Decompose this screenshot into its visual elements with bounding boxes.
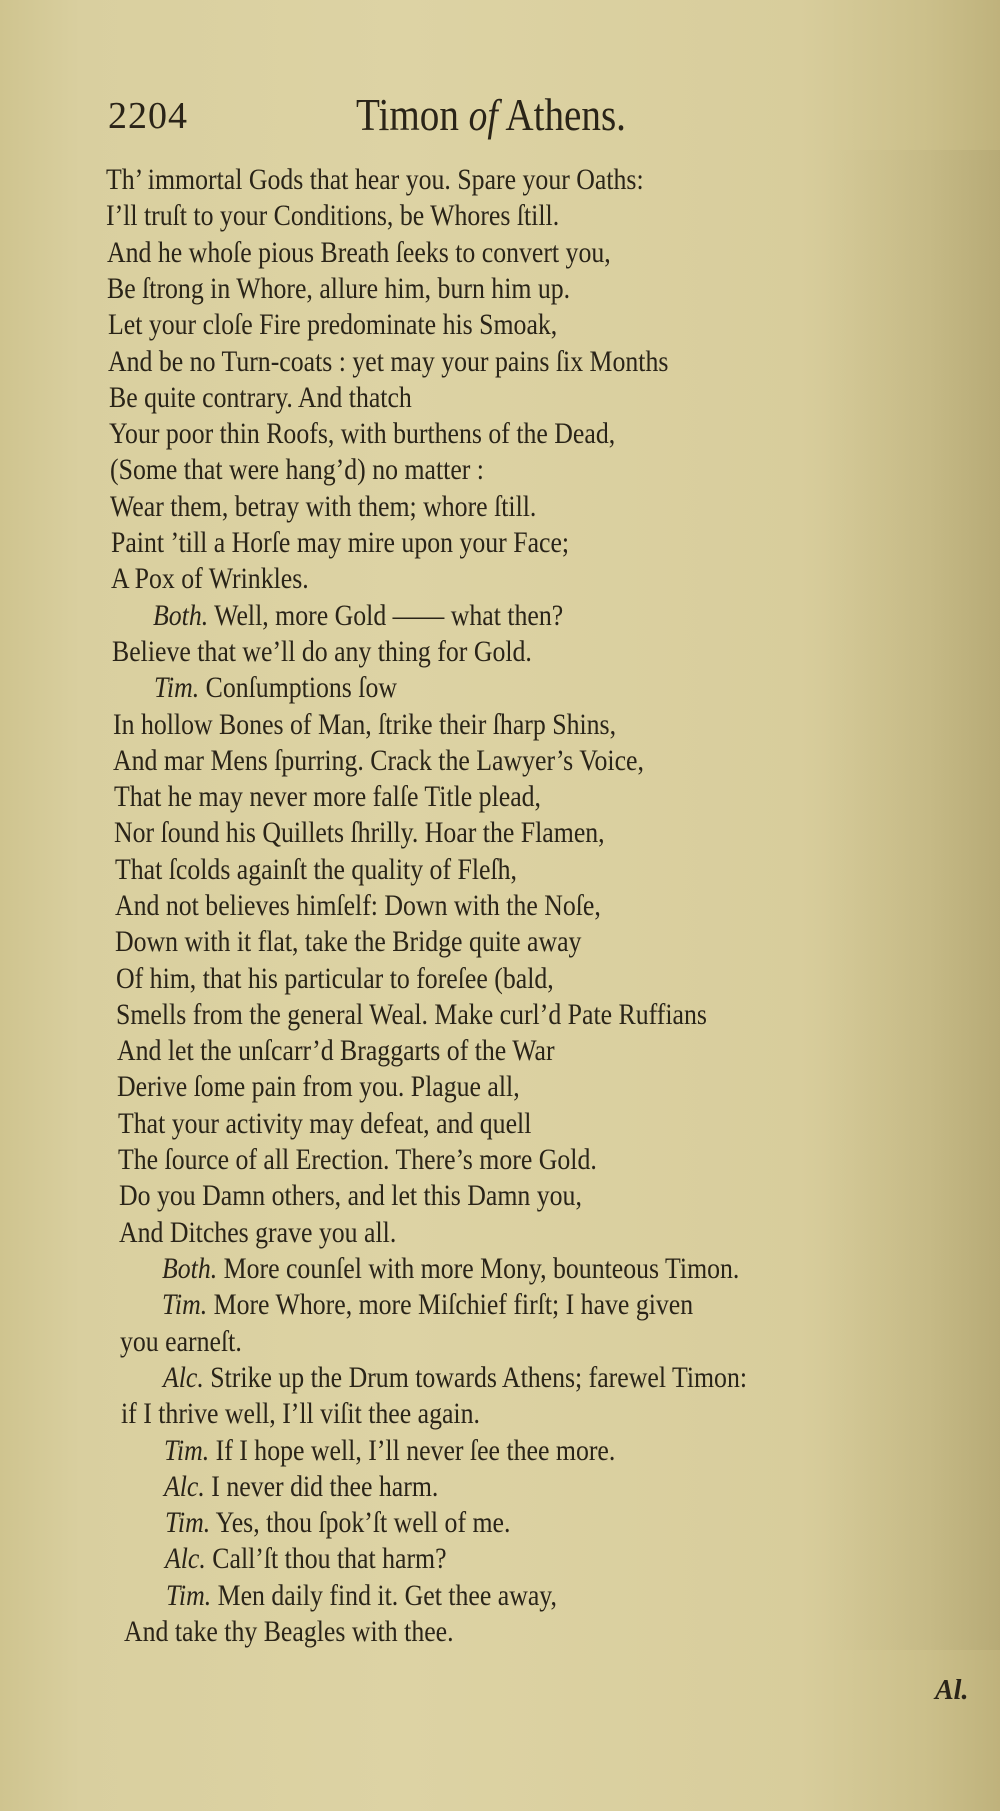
line-text: Call’ſt thou that harm? <box>212 1542 447 1575</box>
verse-line <box>115 888 601 924</box>
page-number: 2204 <box>108 95 188 137</box>
line-text: And mar Mens ſpurring. Crack the Lawyer’s Voice, <box>113 744 644 777</box>
verse-line <box>106 162 644 198</box>
line-text: if I thrive well, I’ll viſit thee again. <box>121 1397 480 1430</box>
speaker-name: Alc. <box>163 1361 204 1394</box>
speech-line <box>165 1541 447 1577</box>
verse-line <box>110 452 484 488</box>
speech-line <box>166 1578 557 1614</box>
line-text: Believe that we’ll do any thing for Gold. <box>112 635 532 668</box>
verse-line <box>109 380 412 416</box>
line-text: Nor ſound his Quillets ſhrilly. Hoar the Flamen, <box>114 816 605 849</box>
speaker-name: Tim. <box>162 1288 208 1321</box>
line-text: Men daily find it. Get thee away, <box>217 1579 557 1612</box>
verse-line <box>109 416 615 452</box>
title-word: Athens. <box>505 89 626 140</box>
line-text: Let your cloſe Fire predominate his Smoak, <box>108 308 558 341</box>
speech-line <box>162 1251 739 1287</box>
line-text: Paint ’till a Horſe may mire upon your Face; <box>111 526 570 559</box>
verse-line <box>111 525 569 561</box>
verse-line <box>115 924 581 960</box>
speech-line <box>153 598 563 634</box>
verse-line <box>114 779 541 815</box>
line-text: (Some that were hang’d) no matter : <box>110 453 484 486</box>
line-text: More counſel with more Mony, bounteous Timon. <box>223 1252 740 1285</box>
line-text: And he whoſe pious Breath ſeeks to convert you, <box>107 236 611 269</box>
verse-line <box>112 634 532 670</box>
line-text: That ſcolds againſt the quality of Fleſh, <box>115 853 517 886</box>
line-text: you earneſt. <box>120 1325 242 1358</box>
line-text: Strike up the Drum towards Athens; farewel Timon: <box>210 1361 748 1394</box>
speaker-name: Tim. <box>165 1506 211 1539</box>
line-text: And not believes himſelf: Down with the Noſe, <box>115 889 601 922</box>
verse-line <box>120 1324 242 1360</box>
line-text: And be no Turn-coats : yet may your pains ſix Months <box>108 345 669 378</box>
verse-line <box>117 1033 555 1069</box>
speaker-name: Both. <box>162 1252 218 1285</box>
verse-line <box>111 561 309 597</box>
line-text: If I hope well, I’ll never ſee thee more. <box>215 1434 616 1467</box>
line-text: Of him, that his particular to foreſee (bald, <box>116 962 554 995</box>
speech-line <box>154 670 397 706</box>
line-text: Well, more Gold —— what then? <box>214 599 564 632</box>
line-text: That your activity may defeat, and quell <box>118 1107 532 1140</box>
page-bleed-shadow <box>820 150 1000 1650</box>
verse-line <box>118 1106 531 1142</box>
speaker-name: Alc. <box>165 1542 206 1575</box>
speech-line <box>162 1287 693 1323</box>
verse-line <box>117 1069 520 1105</box>
line-text: Be quite contrary. And thatch <box>109 381 412 414</box>
line-text: Conſumptions ſow <box>205 671 398 704</box>
page-title <box>356 88 626 141</box>
running-header <box>108 88 908 148</box>
speaker-name: Alc. <box>164 1470 205 1503</box>
catchword: Al. <box>935 1675 969 1706</box>
verse-line <box>107 235 611 271</box>
verse-line <box>108 307 557 343</box>
line-text: And Ditches grave you all. <box>119 1216 397 1249</box>
line-text: Wear them, betray with them; whore ſtill. <box>110 490 537 523</box>
line-text: Smells from the general Weal. Make curl’d Pate Ruffians <box>116 998 707 1031</box>
title-word: of <box>468 91 498 140</box>
verse-line <box>124 1614 454 1650</box>
speaker-name: Tim. <box>164 1434 210 1467</box>
speech-line <box>163 1360 747 1396</box>
line-text: That he may never more falſe Title plead, <box>114 780 542 813</box>
verse-line <box>113 707 616 743</box>
line-text: Down with it flat, take the Bridge quite away <box>115 925 582 958</box>
speaker-name: Tim. <box>166 1579 212 1612</box>
verse-line <box>106 198 559 234</box>
verse-line <box>119 1178 582 1214</box>
speech-line <box>165 1505 510 1541</box>
line-text: A Pox of Wrinkles. <box>111 562 309 595</box>
verse-line <box>114 815 605 851</box>
line-text: Th’ immortal Gods that hear you. Spare your Oaths: <box>106 163 644 196</box>
line-text: More Whore, more Miſchief firſt; I have given <box>213 1288 694 1321</box>
verse-line <box>116 961 554 997</box>
verse-line <box>116 997 707 1033</box>
verse-line <box>115 852 517 888</box>
line-text: And let the unſcarr’d Braggarts of the War <box>117 1034 555 1067</box>
line-text: Your poor thin Roofs, with burthens of the Dead, <box>109 417 616 450</box>
verse-line <box>107 271 570 307</box>
verse-line <box>121 1396 480 1432</box>
verse-line <box>113 743 644 779</box>
verse-line <box>108 344 668 380</box>
title-word: Timon <box>356 89 459 140</box>
line-text: I’ll truſt to your Conditions, be Whores ſtill. <box>106 199 560 232</box>
line-text: Yes, thou ſpok’ſt well of me. <box>215 1506 511 1539</box>
line-text: Do you Damn others, and let this Damn you, <box>119 1179 582 1212</box>
speaker-name: Both. <box>153 599 209 632</box>
verse-line <box>119 1215 396 1251</box>
line-text: Derive ſome pain from you. Plague all, <box>117 1070 520 1103</box>
verse-line <box>118 1142 597 1178</box>
line-text: In hollow Bones of Man, ſtrike their ſharp Shins, <box>113 708 617 741</box>
speaker-name: Tim. <box>154 671 200 704</box>
verse-line <box>110 489 536 525</box>
speech-line <box>164 1433 615 1469</box>
line-text: The ſource of all Erection. There’s more Gold. <box>118 1143 597 1176</box>
line-text: Be ſtrong in Whore, allure him, burn him up. <box>107 272 571 305</box>
line-text: And take thy Beagles with thee. <box>124 1615 454 1648</box>
speech-line <box>164 1469 438 1505</box>
line-text: I never did thee harm. <box>211 1470 439 1503</box>
